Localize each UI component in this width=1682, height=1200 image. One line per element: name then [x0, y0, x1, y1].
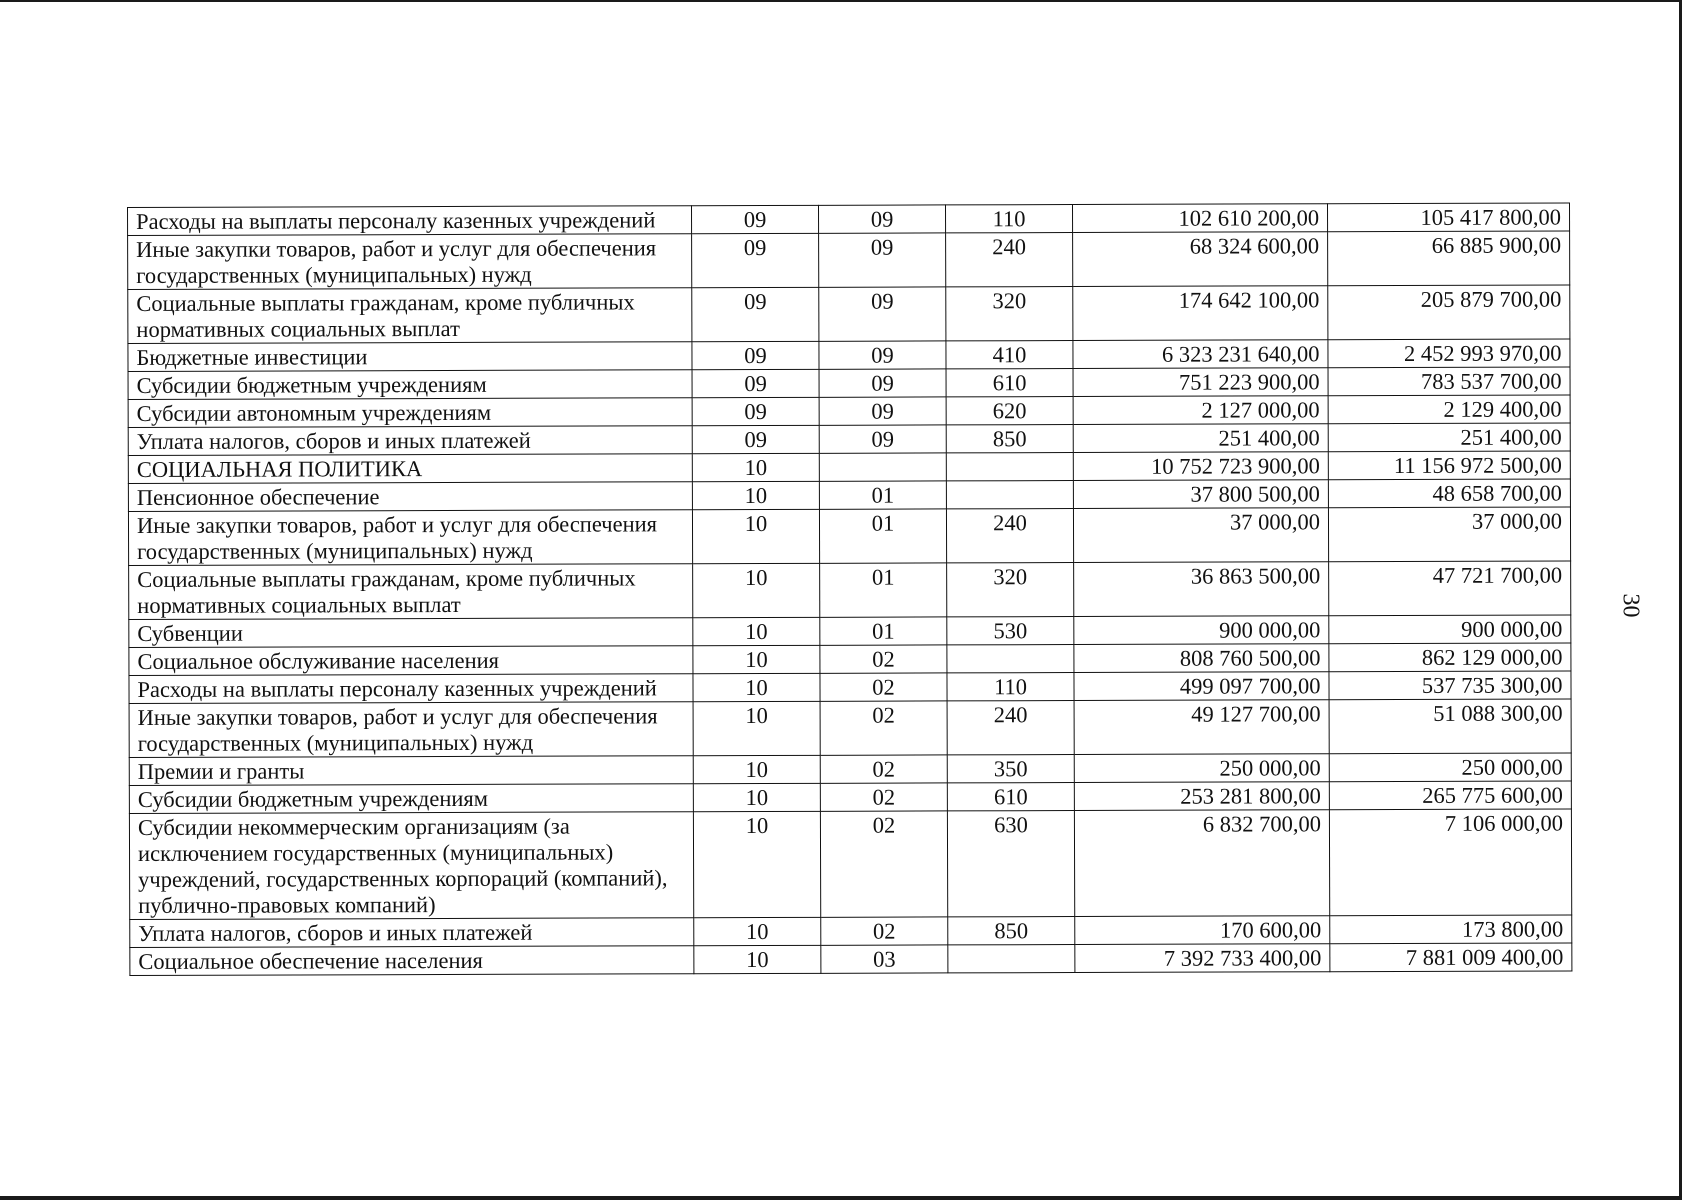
- amount-year1-cell: 37 000,00: [1073, 508, 1328, 563]
- expense-name-cell: Премии и гранты: [129, 756, 693, 786]
- expense-name-cell: Пенсионное обеспечение: [128, 482, 692, 512]
- table-row: [128, 479, 1570, 512]
- expense-type-code-cell: [947, 645, 1074, 673]
- scan-edge-bottom: [0, 1196, 1682, 1200]
- amount-year1-cell: 751 223 900,00: [1073, 368, 1328, 397]
- page-number: 30: [1617, 593, 1644, 618]
- amount-year2-cell: 265 775 600,00: [1329, 781, 1571, 810]
- expense-type-code-cell: 620: [946, 397, 1073, 425]
- expense-type-code-cell: 240: [946, 509, 1073, 563]
- subsection-code-cell: 09: [819, 369, 946, 397]
- amount-year1-cell: 250 000,00: [1074, 754, 1329, 783]
- section-code-cell: 10: [692, 453, 819, 481]
- table-row: [128, 339, 1570, 372]
- subsection-code-cell: 01: [820, 563, 947, 617]
- subsection-code-cell: 01: [819, 481, 946, 509]
- amount-year2-cell: 51 088 300,00: [1329, 699, 1571, 754]
- table-row: [129, 561, 1571, 620]
- amount-year1-cell: 808 760 500,00: [1074, 644, 1329, 673]
- table-row: [128, 367, 1570, 400]
- expense-type-code-cell: 610: [947, 783, 1074, 811]
- table-row: [128, 451, 1570, 484]
- section-code-cell: 10: [693, 755, 820, 783]
- expense-type-code-cell: 530: [947, 617, 1074, 645]
- expense-name-cell: Субсидии бюджетным учреждениям: [129, 784, 693, 814]
- subsection-code-cell: 02: [820, 645, 947, 673]
- amount-year1-cell: 900 000,00: [1074, 616, 1329, 645]
- amount-year2-cell: 537 735 300,00: [1329, 671, 1571, 700]
- amount-year1-cell: 49 127 700,00: [1074, 700, 1329, 755]
- amount-year2-cell: 205 879 700,00: [1328, 285, 1570, 340]
- section-code-cell: 10: [693, 811, 820, 917]
- amount-year2-cell: 11 156 972 500,00: [1328, 451, 1570, 480]
- expense-name-cell: Социальное обеспечение населения: [130, 946, 694, 976]
- amount-year2-cell: 66 885 900,00: [1328, 231, 1570, 286]
- expense-name-cell: Социальные выплаты гражданам, кроме публичных нормативных социальных выплат: [128, 288, 692, 344]
- amount-year2-cell: 173 800,00: [1330, 915, 1572, 944]
- section-code-cell: 09: [692, 425, 819, 453]
- expense-name-cell: Иные закупки товаров, работ и услуг для обеспечения государственных (муниципальных) нужд: [128, 510, 692, 566]
- table-row: [128, 423, 1570, 456]
- amount-year2-cell: 251 400,00: [1328, 423, 1570, 452]
- table-row: [129, 615, 1571, 648]
- amount-year2-cell: 48 658 700,00: [1328, 479, 1570, 508]
- subsection-code-cell: 02: [820, 783, 947, 811]
- section-code-cell: 10: [693, 701, 820, 755]
- amount-year2-cell: 7 881 009 400,00: [1330, 943, 1572, 972]
- expense-type-code-cell: [946, 481, 1073, 509]
- subsection-code-cell: 09: [819, 341, 946, 369]
- expense-type-code-cell: 320: [947, 563, 1074, 617]
- amount-year2-cell: 2 452 993 970,00: [1328, 339, 1570, 368]
- subsection-code-cell: 01: [819, 509, 946, 563]
- table-row: [130, 915, 1572, 948]
- amount-year1-cell: 251 400,00: [1073, 424, 1328, 453]
- amount-year1-cell: 6 323 231 640,00: [1073, 340, 1328, 369]
- expense-name-cell: СОЦИАЛЬНАЯ ПОЛИТИКА: [128, 454, 692, 484]
- budget-table-body: [128, 203, 1572, 976]
- expense-name-cell: Субвенции: [129, 618, 693, 648]
- table-row: [129, 671, 1571, 704]
- amount-year2-cell: 7 106 000,00: [1329, 809, 1571, 916]
- expense-name-cell: Социальные выплаты гражданам, кроме публичных нормативных социальных выплат: [129, 564, 693, 620]
- table-row: [129, 699, 1571, 758]
- expense-type-code-cell: 610: [946, 369, 1073, 397]
- subsection-code-cell: 01: [820, 617, 947, 645]
- amount-year1-cell: 10 752 723 900,00: [1073, 452, 1328, 481]
- subsection-code-cell: 02: [820, 811, 947, 917]
- amount-year2-cell: 250 000,00: [1329, 753, 1571, 782]
- amount-year1-cell: 36 863 500,00: [1074, 562, 1329, 617]
- amount-year1-cell: 174 642 100,00: [1073, 286, 1328, 341]
- subsection-code-cell: 02: [820, 673, 947, 701]
- amount-year1-cell: 7 392 733 400,00: [1075, 944, 1330, 973]
- amount-year1-cell: 499 097 700,00: [1074, 672, 1329, 701]
- amount-year1-cell: 68 324 600,00: [1073, 232, 1328, 287]
- expense-name-cell: Субсидии некоммерческим организациям (за исключением государственных (муниципальных) учреждений, государственных корпораций (компаний), публично-правовых компаний): [129, 812, 693, 920]
- section-code-cell: 10: [692, 509, 819, 563]
- amount-year2-cell: 47 721 700,00: [1329, 561, 1571, 616]
- expense-type-code-cell: 110: [947, 673, 1074, 701]
- expense-type-code-cell: 850: [948, 917, 1075, 945]
- budget-table: [127, 202, 1572, 976]
- expense-type-code-cell: [946, 453, 1073, 481]
- expense-type-code-cell: [948, 945, 1075, 973]
- subsection-code-cell: 02: [821, 917, 948, 945]
- amount-year1-cell: 253 281 800,00: [1074, 782, 1329, 811]
- table-row: [129, 753, 1571, 786]
- subsection-code-cell: 09: [819, 233, 946, 287]
- subsection-code-cell: 03: [821, 945, 948, 973]
- section-code-cell: 10: [694, 917, 821, 945]
- expense-name-cell: Расходы на выплаты персоналу казенных учреждений: [129, 674, 693, 704]
- amount-year1-cell: 102 610 200,00: [1072, 204, 1327, 233]
- amount-year1-cell: 37 800 500,00: [1073, 480, 1328, 509]
- table-row: [129, 643, 1571, 676]
- amount-year2-cell: 900 000,00: [1329, 615, 1571, 644]
- expense-name-cell: Иные закупки товаров, работ и услуг для обеспечения государственных (муниципальных) нужд: [128, 234, 692, 290]
- section-code-cell: 10: [693, 645, 820, 673]
- expense-name-cell: Уплата налогов, сборов и иных платежей: [130, 918, 694, 948]
- expense-name-cell: Субсидии автономным учреждениям: [128, 398, 692, 428]
- section-code-cell: 10: [692, 481, 819, 509]
- expense-name-cell: Социальное обслуживание населения: [129, 646, 693, 676]
- amount-year1-cell: 6 832 700,00: [1074, 810, 1329, 917]
- expense-name-cell: Бюджетные инвестиции: [128, 342, 692, 372]
- table-row: [128, 231, 1570, 290]
- subsection-code-cell: 09: [819, 287, 946, 341]
- table-row: [128, 285, 1570, 344]
- expense-name-cell: Уплата налогов, сборов и иных платежей: [128, 426, 692, 456]
- expense-name-cell: Субсидии бюджетным учреждениям: [128, 370, 692, 400]
- amount-year2-cell: 37 000,00: [1328, 507, 1570, 562]
- subsection-code-cell: 09: [819, 425, 946, 453]
- table-row: [128, 203, 1570, 236]
- expense-type-code-cell: 110: [945, 205, 1072, 233]
- section-code-cell: 09: [692, 233, 819, 287]
- scan-edge-top: [0, 0, 1682, 2]
- expense-type-code-cell: 630: [947, 811, 1074, 917]
- table-row: [129, 781, 1571, 814]
- subsection-code-cell: [819, 453, 946, 481]
- amount-year1-cell: 170 600,00: [1075, 916, 1330, 945]
- section-code-cell: 09: [692, 369, 819, 397]
- expense-type-code-cell: 350: [947, 755, 1074, 783]
- table-row: [128, 507, 1570, 566]
- table-row: [130, 943, 1572, 976]
- section-code-cell: 09: [692, 287, 819, 341]
- amount-year2-cell: 2 129 400,00: [1328, 395, 1570, 424]
- expense-name-cell: Расходы на выплаты персоналу казенных учреждений: [128, 206, 692, 236]
- section-code-cell: 10: [694, 945, 821, 973]
- expense-type-code-cell: 410: [946, 341, 1073, 369]
- section-code-cell: 10: [693, 563, 820, 617]
- section-code-cell: 09: [691, 205, 818, 233]
- amount-year1-cell: 2 127 000,00: [1073, 396, 1328, 425]
- table-row: [128, 395, 1570, 428]
- subsection-code-cell: 02: [820, 701, 947, 755]
- section-code-cell: 10: [693, 783, 820, 811]
- expense-type-code-cell: 850: [946, 425, 1073, 453]
- table-row: [129, 809, 1571, 920]
- expense-type-code-cell: 240: [947, 701, 1074, 755]
- subsection-code-cell: 02: [820, 755, 947, 783]
- section-code-cell: 10: [693, 617, 820, 645]
- section-code-cell: 09: [692, 341, 819, 369]
- subsection-code-cell: 09: [819, 397, 946, 425]
- section-code-cell: 10: [693, 673, 820, 701]
- expense-type-code-cell: 240: [946, 233, 1073, 287]
- expense-type-code-cell: 320: [946, 287, 1073, 341]
- subsection-code-cell: 09: [818, 205, 945, 233]
- amount-year2-cell: 105 417 800,00: [1327, 203, 1569, 232]
- expense-name-cell: Иные закупки товаров, работ и услуг для обеспечения государственных (муниципальных) нужд: [129, 702, 693, 758]
- amount-year2-cell: 783 537 700,00: [1328, 367, 1570, 396]
- amount-year2-cell: 862 129 000,00: [1329, 643, 1571, 672]
- section-code-cell: 09: [692, 397, 819, 425]
